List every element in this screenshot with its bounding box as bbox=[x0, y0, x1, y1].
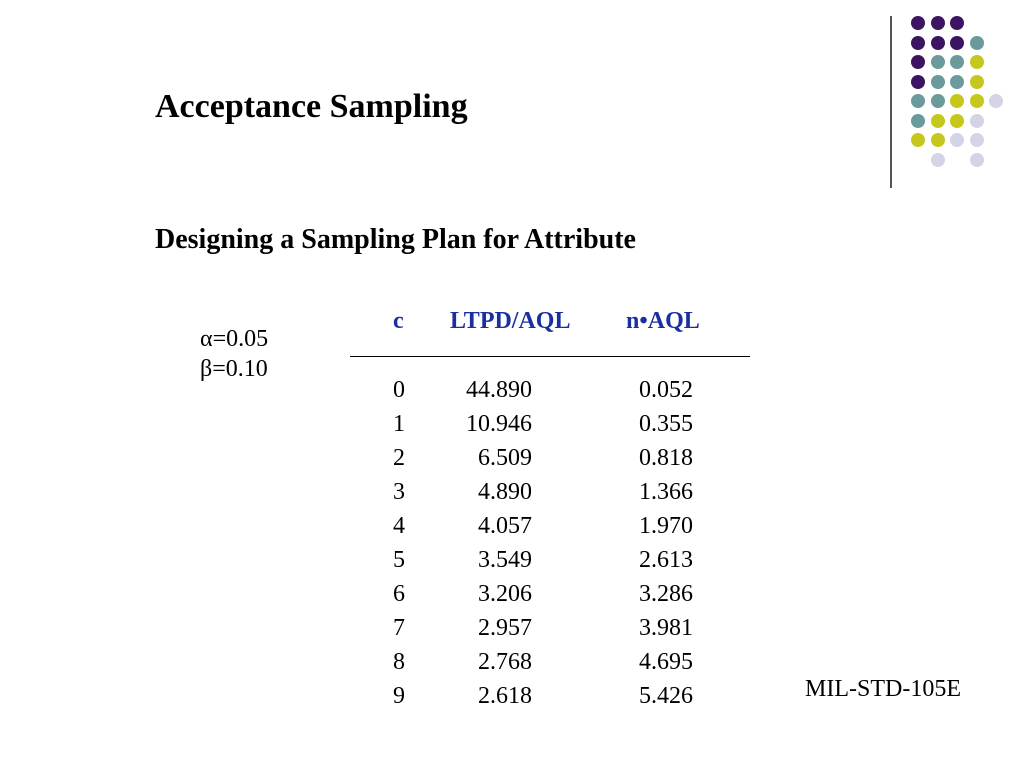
row-ltpd-aql: 6.509 bbox=[478, 445, 532, 471]
decorative-dot bbox=[970, 114, 984, 128]
row-c: 8 bbox=[393, 649, 405, 675]
decorative-dot bbox=[911, 55, 925, 69]
decorative-dot bbox=[970, 153, 984, 167]
row-n-aql: 4.695 bbox=[639, 649, 693, 675]
decorative-dot bbox=[931, 36, 945, 50]
decorative-dot-grid bbox=[0, 0, 1024, 200]
row-c: 0 bbox=[393, 377, 405, 403]
decorative-dot bbox=[931, 75, 945, 89]
header-n-aql: n•AQL bbox=[626, 308, 700, 334]
row-ltpd-aql: 3.549 bbox=[478, 547, 532, 573]
row-c: 2 bbox=[393, 445, 405, 471]
beta-value: β=0.10 bbox=[200, 356, 268, 382]
header-ltpd-aql: LTPD/AQL bbox=[450, 308, 571, 334]
row-ltpd-aql: 4.890 bbox=[478, 479, 532, 505]
row-c: 3 bbox=[393, 479, 405, 505]
decorative-dot bbox=[911, 114, 925, 128]
row-n-aql: 1.970 bbox=[639, 513, 693, 539]
row-n-aql: 0.818 bbox=[639, 445, 693, 471]
row-n-aql: 2.613 bbox=[639, 547, 693, 573]
decorative-dot bbox=[970, 36, 984, 50]
decorative-dot bbox=[970, 94, 984, 108]
decorative-dot bbox=[931, 153, 945, 167]
decorative-dot bbox=[950, 114, 964, 128]
header-c: c bbox=[393, 308, 404, 334]
row-ltpd-aql: 4.057 bbox=[478, 513, 532, 539]
row-ltpd-aql: 3.206 bbox=[478, 581, 532, 607]
decorative-dot bbox=[950, 94, 964, 108]
row-n-aql: 0.355 bbox=[639, 411, 693, 437]
row-ltpd-aql: 10.946 bbox=[466, 411, 532, 437]
row-c: 6 bbox=[393, 581, 405, 607]
decorative-dot bbox=[950, 36, 964, 50]
decorative-dot bbox=[950, 133, 964, 147]
decorative-dot bbox=[950, 16, 964, 30]
parameters bbox=[200, 324, 268, 384]
row-n-aql: 3.981 bbox=[639, 615, 693, 641]
row-n-aql: 3.286 bbox=[639, 581, 693, 607]
alpha-value: α=0.05 bbox=[200, 326, 269, 352]
row-ltpd-aql: 44.890 bbox=[466, 377, 532, 403]
slide-subtitle: Designing a Sampling Plan for Attribute bbox=[155, 224, 636, 255]
decorative-dot bbox=[970, 75, 984, 89]
decorative-dot bbox=[931, 114, 945, 128]
row-c: 1 bbox=[393, 411, 405, 437]
decorative-dot bbox=[911, 36, 925, 50]
decorative-dot bbox=[950, 55, 964, 69]
decorative-dot bbox=[970, 55, 984, 69]
decorative-vertical-line bbox=[890, 16, 892, 188]
slide-title: Acceptance Sampling bbox=[155, 88, 468, 125]
row-ltpd-aql: 2.957 bbox=[478, 615, 532, 641]
row-c: 5 bbox=[393, 547, 405, 573]
decorative-dot bbox=[931, 133, 945, 147]
row-c: 4 bbox=[393, 513, 405, 539]
decorative-dot bbox=[911, 16, 925, 30]
row-c: 7 bbox=[393, 615, 405, 641]
decorative-dot bbox=[950, 75, 964, 89]
row-n-aql: 0.052 bbox=[639, 377, 693, 403]
standard-label: MIL-STD-105E bbox=[805, 676, 961, 702]
decorative-dot bbox=[911, 75, 925, 89]
decorative-dot bbox=[911, 133, 925, 147]
row-n-aql: 1.366 bbox=[639, 479, 693, 505]
row-n-aql: 5.426 bbox=[639, 683, 693, 709]
table-header-rule bbox=[350, 356, 750, 357]
row-ltpd-aql: 2.768 bbox=[478, 649, 532, 675]
decorative-dot bbox=[931, 55, 945, 69]
decorative-dot bbox=[931, 94, 945, 108]
decorative-dot bbox=[931, 16, 945, 30]
decorative-dot bbox=[989, 94, 1003, 108]
decorative-dot bbox=[970, 133, 984, 147]
row-c: 9 bbox=[393, 683, 405, 709]
row-ltpd-aql: 2.618 bbox=[478, 683, 532, 709]
decorative-dot bbox=[911, 94, 925, 108]
